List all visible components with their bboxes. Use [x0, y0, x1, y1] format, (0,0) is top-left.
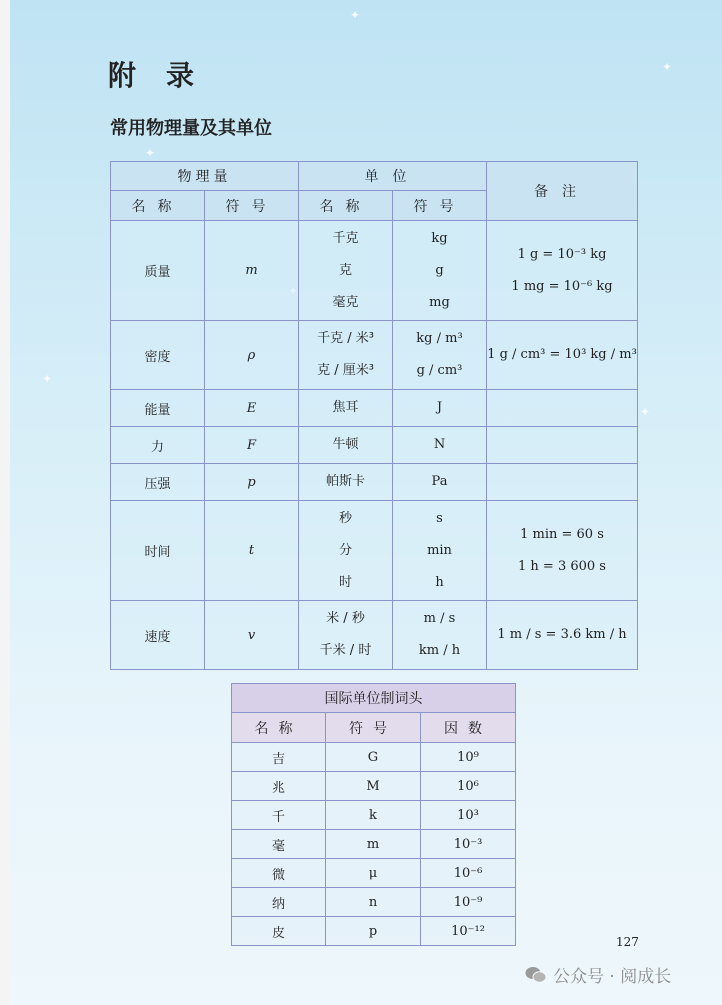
unit-symbol: s — [436, 510, 443, 526]
quantity-name: 力 — [111, 427, 205, 464]
prefix-symbol: n — [326, 888, 421, 917]
unit-name: 焦耳 — [332, 400, 359, 415]
remarks — [487, 390, 638, 427]
prefix-name: 吉 — [232, 743, 326, 772]
unit-name: 克 — [338, 262, 352, 278]
sparkle-decoration: ✦ — [350, 8, 361, 22]
remark-line: 1 g / cm³ = 10³ kg / m³ — [487, 347, 637, 362]
remarks — [487, 321, 638, 390]
remarks — [487, 601, 638, 670]
unit-name: 分 — [338, 542, 352, 558]
table-row — [232, 830, 516, 859]
header-quantity-name: 名称 — [111, 191, 205, 221]
units-table — [110, 161, 638, 670]
unit-symbol: g / cm³ — [416, 363, 463, 378]
quantity-symbol: ρ — [205, 321, 299, 390]
wechat-icon — [525, 966, 547, 984]
remark-line: 1 mg = 10⁻⁶ kg — [511, 278, 613, 294]
quantity-symbol: m — [205, 221, 299, 321]
table-row — [232, 772, 516, 801]
unit-symbols — [393, 427, 487, 464]
unit-symbols — [393, 390, 487, 427]
remarks — [487, 464, 638, 501]
page-title-char: 附 — [108, 59, 137, 92]
quantity-symbol: F — [205, 427, 299, 464]
page-margin — [0, 0, 10, 1005]
unit-names — [299, 321, 393, 390]
unit-names — [299, 464, 393, 501]
prefix-symbol: M — [326, 772, 421, 801]
prefix-header-name: 名称 — [232, 713, 326, 743]
prefix-header-symbol: 符号 — [326, 713, 421, 743]
unit-name: 千克 — [332, 230, 359, 246]
unit-symbol: km / h — [418, 643, 461, 658]
table-row — [232, 801, 516, 830]
prefix-factor: 10⁻⁶ — [421, 859, 516, 888]
watermark-text: 公众号 · 阅成长 — [553, 967, 672, 987]
quantity-name: 时间 — [111, 501, 205, 601]
header-quantity-symbol: 符号 — [205, 191, 299, 221]
unit-name: 毫克 — [332, 294, 359, 310]
header-unit: 单位 — [299, 162, 487, 191]
unit-symbols — [393, 501, 487, 601]
unit-name: 千克 / 米³ — [317, 331, 374, 346]
remarks — [487, 221, 638, 321]
header-unit-symbol: 符号 — [393, 191, 487, 221]
prefix-table-caption: 国际单位制词头 — [232, 684, 516, 713]
prefix-factor: 10⁻³ — [421, 830, 516, 859]
prefix-symbol: p — [326, 917, 421, 946]
watermark — [525, 962, 671, 987]
unit-names — [299, 390, 393, 427]
quantity-name: 质量 — [111, 221, 205, 321]
quantity-symbol: v — [205, 601, 299, 670]
sparkle-decoration: ✦ — [145, 146, 156, 160]
quantity-name: 密度 — [111, 321, 205, 390]
prefix-factor: 10³ — [421, 801, 516, 830]
table-row — [111, 427, 638, 464]
unit-name: 帕斯卡 — [325, 474, 365, 489]
remarks — [487, 427, 638, 464]
unit-symbol: N — [433, 437, 446, 452]
prefix-symbol: k — [326, 801, 421, 830]
table-row — [111, 221, 638, 321]
unit-symbol: kg — [431, 230, 448, 246]
unit-symbol: m / s — [423, 611, 456, 626]
sparkle-decoration: ✦ — [42, 372, 53, 386]
remark-line: 1 h = 3 600 s — [518, 558, 606, 574]
unit-name: 秒 — [338, 510, 352, 526]
page-number: 127 — [616, 935, 639, 949]
table-row — [232, 859, 516, 888]
table-row — [111, 321, 638, 390]
table-row — [232, 888, 516, 917]
remark-line: 1 m / s = 3.6 km / h — [497, 627, 627, 642]
prefix-name: 纳 — [232, 888, 326, 917]
unit-symbols — [393, 221, 487, 321]
quantity-symbol: p — [205, 464, 299, 501]
table-row — [111, 501, 638, 601]
page-title-char: 录 — [166, 59, 195, 92]
table-row — [232, 743, 516, 772]
prefix-factor: 10⁹ — [421, 743, 516, 772]
unit-name: 米 / 秒 — [326, 611, 365, 626]
header-remarks: 备注 — [487, 162, 638, 221]
unit-names — [299, 221, 393, 321]
unit-name: 时 — [338, 574, 352, 590]
unit-symbol: Pa — [431, 474, 448, 489]
remark-line: 1 min = 60 s — [520, 526, 604, 542]
prefix-name: 毫 — [232, 830, 326, 859]
remarks — [487, 501, 638, 601]
table-row — [111, 390, 638, 427]
unit-symbol: J — [436, 400, 443, 415]
page-title — [108, 54, 194, 94]
unit-name: 牛顿 — [332, 437, 359, 452]
section-heading: 常用物理量及其单位 — [110, 118, 272, 139]
table-row — [232, 917, 516, 946]
prefix-symbol: μ — [326, 859, 421, 888]
prefix-factor: 10⁶ — [421, 772, 516, 801]
prefix-factor: 10⁻¹² — [421, 917, 516, 946]
unit-names — [299, 601, 393, 670]
prefix-name: 兆 — [232, 772, 326, 801]
unit-symbols — [393, 601, 487, 670]
table-row — [111, 464, 638, 501]
quantity-symbol: t — [205, 501, 299, 601]
unit-symbol: kg / m³ — [416, 331, 463, 346]
unit-name: 千米 / 时 — [319, 643, 372, 658]
unit-symbol: g — [435, 262, 444, 278]
quantity-name: 能量 — [111, 390, 205, 427]
unit-symbol: mg — [429, 294, 450, 310]
table-row — [111, 601, 638, 670]
prefix-factor: 10⁻⁹ — [421, 888, 516, 917]
prefix-symbol: m — [326, 830, 421, 859]
remark-line: 1 g = 10⁻³ kg — [517, 246, 607, 262]
quantity-symbol: E — [205, 390, 299, 427]
quantity-name: 压强 — [111, 464, 205, 501]
header-quantity: 物理量 — [111, 162, 299, 191]
unit-symbol: min — [427, 542, 452, 558]
si-prefix-table — [231, 683, 516, 946]
prefix-name: 微 — [232, 859, 326, 888]
sparkle-decoration: ✦ — [640, 405, 651, 419]
prefix-header-factor: 因数 — [421, 713, 516, 743]
prefix-name: 千 — [232, 801, 326, 830]
prefix-name: 皮 — [232, 917, 326, 946]
header-unit-name: 名称 — [299, 191, 393, 221]
quantity-name: 速度 — [111, 601, 205, 670]
prefix-symbol: G — [326, 743, 421, 772]
unit-symbols — [393, 464, 487, 501]
sparkle-decoration: ✦ — [662, 60, 673, 74]
unit-names — [299, 427, 393, 464]
unit-symbol: h — [435, 574, 444, 590]
unit-names — [299, 501, 393, 601]
unit-symbols — [393, 321, 487, 390]
unit-name: 克 / 厘米³ — [317, 363, 374, 378]
